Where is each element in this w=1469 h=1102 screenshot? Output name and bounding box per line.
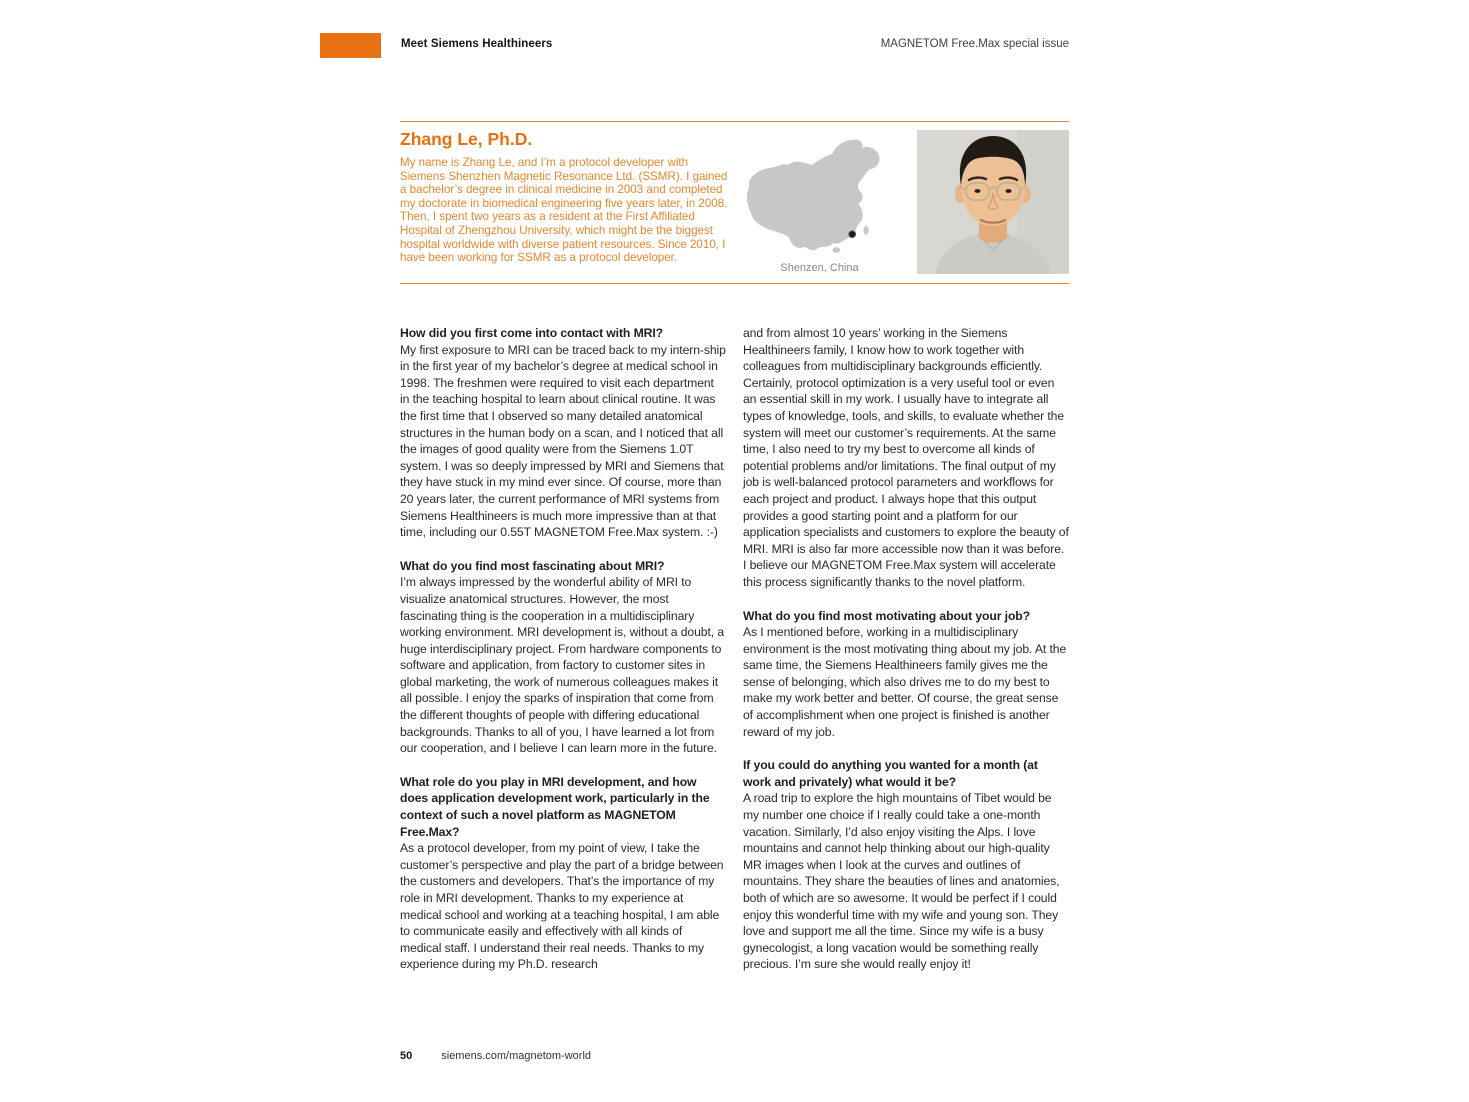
china-map xyxy=(736,138,903,274)
question-heading: What do you find most motivating about your job? xyxy=(743,608,1030,623)
profile-header-section xyxy=(400,121,1069,284)
section-title: Meet Siemens Healthineers xyxy=(401,38,553,50)
issue-title: MAGNETOM Free.Max special issue xyxy=(880,38,1069,50)
profile-intro: My name is Zhang Le, and I’m a protocol developer with Siemens Shenzhen Magnetic Resonance Ltd. (SSMR). I gained a bachelor’s degree in clinical medicine in 2003 and completed my doctorate in biomedical engineering five years later, in 2008. Then, I spent two years as a resident at the First Affiliated Hospital of Zhengzhou University, which might be the biggest hospital worldwide with diverse patient resources. Since 2010, I have been working for SSMR as a protocol developer. xyxy=(400,156,728,265)
map-caption: Shenzen, China xyxy=(780,262,859,274)
answer-paragraph: A road trip to explore the high mountains of Tibet would be my number one choice if I really could take a one-month vacation. Similarly, I’d also enjoy visiting the Alps. I love mountains and cannot help thinking about our high-quality MR images when I look at the curves and outlines of mountains. They share the beauties of lines and anatomies, both of which are so awesome. It would be perfect if I could enjoy this wonderful time with my wife and young son. They love and support me all the time. Since my wife is a busy gynecologist, a long vacation would be something really precious. I’m sure she would really enjoy it! xyxy=(743,791,1060,972)
article-column-left xyxy=(400,325,726,973)
question-heading: What do you find most fascinating about MRI? xyxy=(400,558,665,573)
answer-paragraph: and from almost 10 years’ working in the Siemens Healthineers family, I know how to work together with colleagues from multidisciplinary backgrounds efficiently. Certainly, protocol optimization is a very useful tool or even an essential skill in my work. I usually have to integrate all types of knowledge, tools, and skills, to evaluate whether the system will meet our customer’s requirements. At the same time, I also need to try my best to overcome all kinds of potential problems and/or limitations. The final output of my job is well-balanced protocol parameters and workflows for each project and product. I always hope that this output provides a good starting point and a platform for our application specialists and customers to explore the beauty of MRI. MRI is also far more accessible now than it was before. I believe our MAGNETOM Free.Max system will accelerate this process significantly thanks to the novel platform. xyxy=(743,326,1069,589)
answer-paragraph: My first exposure to MRI can be traced back to my intern-ship in the first year of my bachelor’s degree at medical school in 1998. The freshmen were required to visit each department in the teaching hospital to learn about clinical routine. It was the first time that I observed so many detailed anatomical structures in the human body on a scan, and I noticed that all the images of good quality were from the Siemens 1.0T system. I was so deeply impressed by MRI and Siemens that they have stuck in my mind ever since. Of course, more than 20 years later, the current performance of MRI systems from Siemens Healthineers is much more impressive than at that time, including our 0.55T MAGNETOM Free.Max system. :-) xyxy=(400,342,726,540)
answer-paragraph: As I mentioned before, working in a multidisciplinary environment is the most motivating thing about my job. At the same time, the Siemens Healthineers family gives me the sense of belonging, which also drives me to do my best to make my work better and better. Of course, the great sense of accomplishment when one project is finished is another reward of my job. xyxy=(743,625,1067,739)
brand-color-block xyxy=(320,33,381,58)
page-footer xyxy=(400,1050,591,1062)
page-number: 50 xyxy=(400,1050,413,1062)
portrait-photo xyxy=(917,130,1069,274)
question-heading: How did you first come into contact with MRI? xyxy=(400,326,663,340)
article-column-right xyxy=(743,325,1069,973)
portrait-illustration xyxy=(917,130,1069,274)
footer-link[interactable]: siemens.com/magnetom-world xyxy=(441,1050,592,1062)
profile-name: Zhang Le, Ph.D. xyxy=(400,129,533,149)
china-map-graphic xyxy=(736,138,903,257)
question-heading: If you could do anything you wanted for a month (at work and privately) what would it be? xyxy=(743,758,1038,789)
answer-paragraph: I’m always impressed by the wonderful ability of MRI to visualize anatomical structures. However, the most fascinating thing is the cooperation in a multidisciplinary working environment. MRI development is, without a doubt, a huge interdisciplinary project. From hardware components to software and application, from factory to customer sites in global marketing, the work of numerous colleagues makes it all possible. I enjoy the sparks of inspiration that come from the different thoughts of people with differing educational backgrounds. Thanks to all of you, I have learned a lot from our cooperation, and I believe I can learn more in the future. xyxy=(400,575,725,756)
question-heading: What role do you play in MRI development, and how does application development work, particularly in the context of such a novel platform as MAGNETOM Free.Max? xyxy=(400,774,710,839)
shenzhen-location-dot xyxy=(849,231,856,238)
answer-paragraph: As a protocol developer, from my point of view, I take the customer’s perspective and play the part of a bridge between the customers and developers. That’s the importance of my role in MRI development. Thanks to my experience at medical school and working at a teaching hospital, I am able to communicate easily and effectively with all kinds of medical staff. I understand their real needs. Thanks to my experience during my Ph.D. research xyxy=(400,841,724,972)
